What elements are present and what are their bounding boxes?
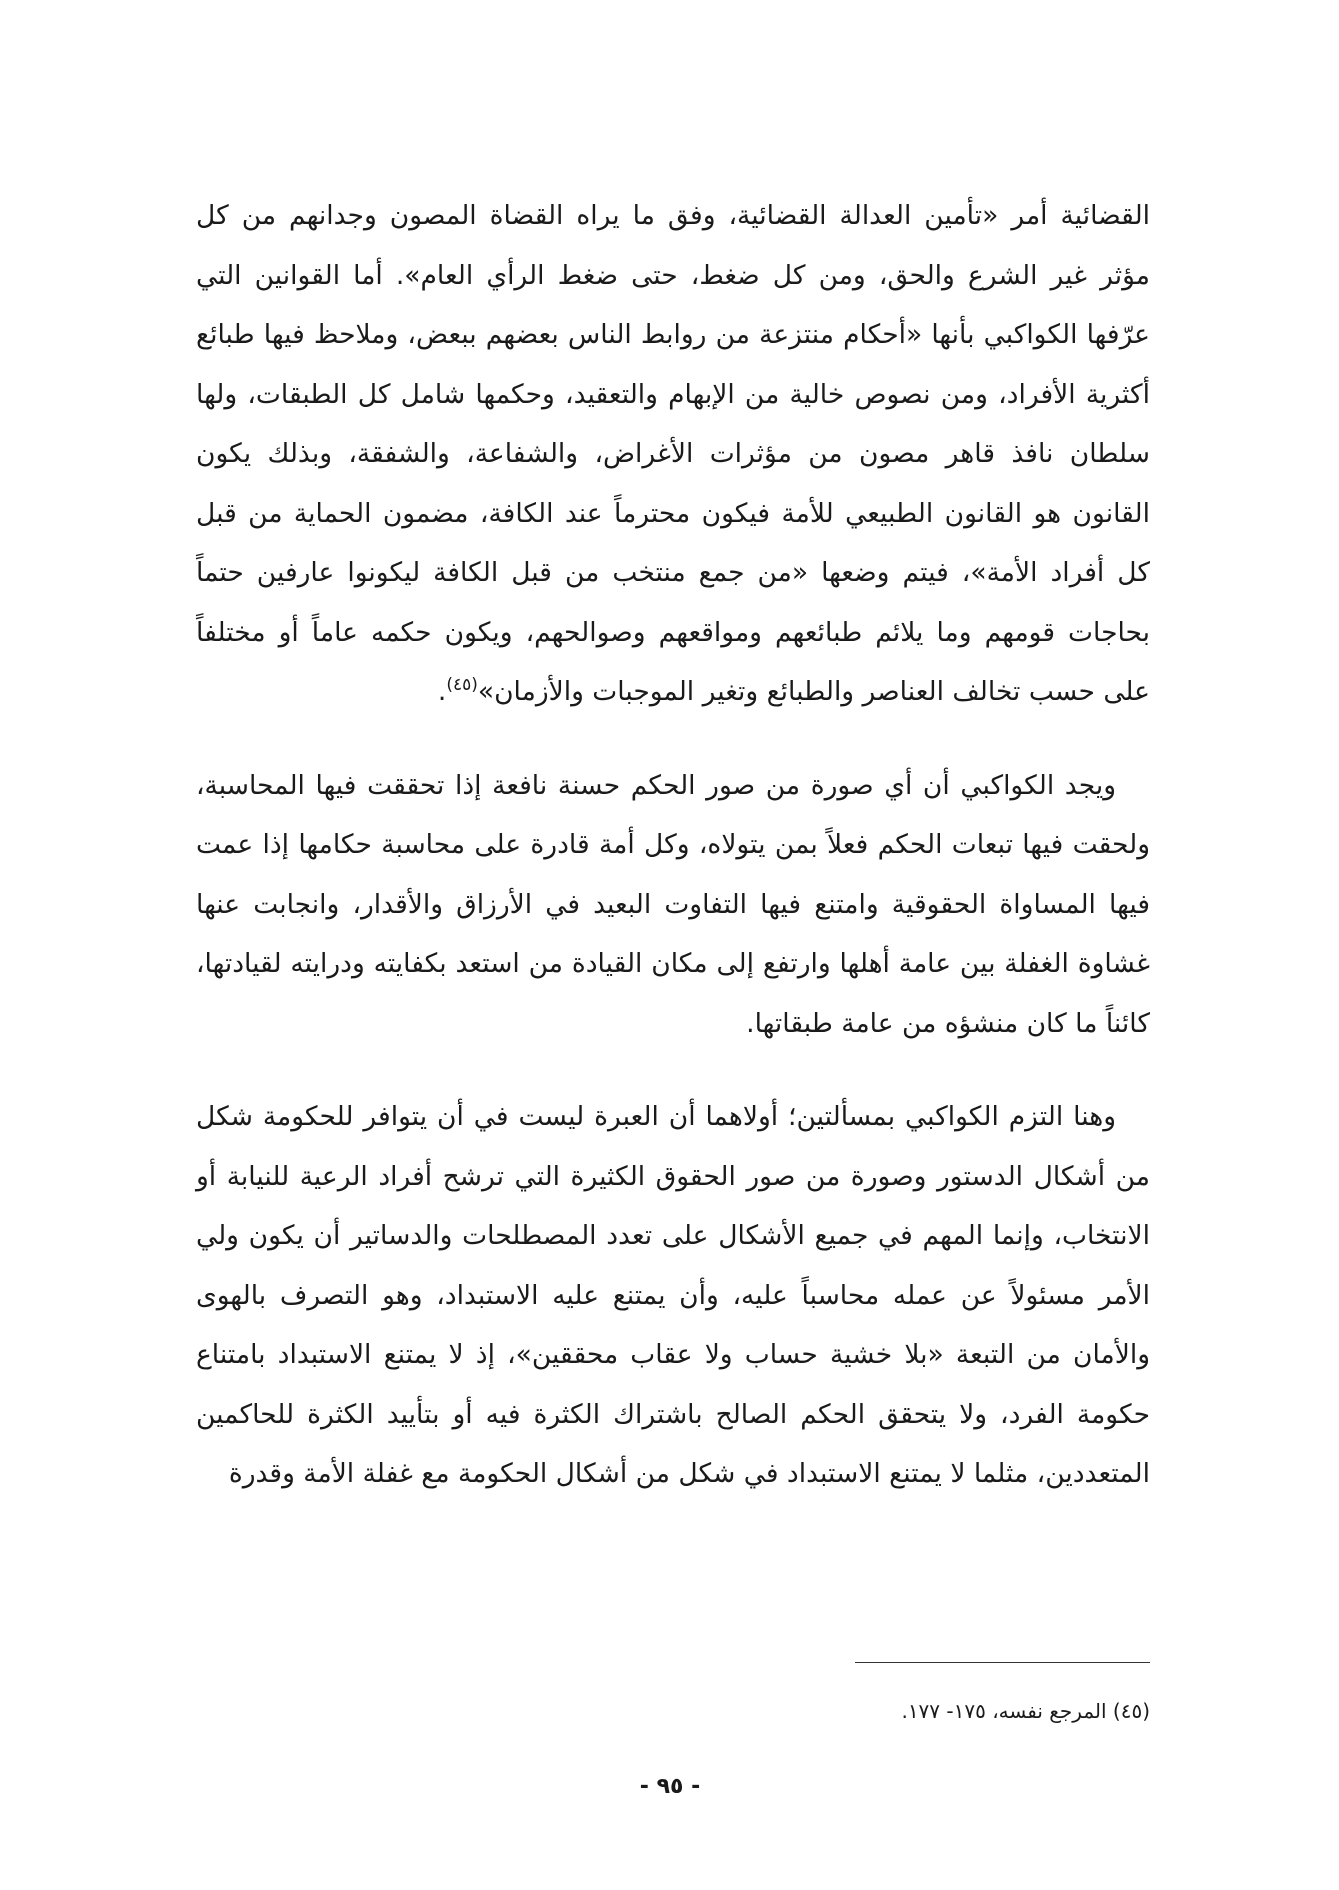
paragraph-2-text: ويجد الكواكبي أن أي صورة من صور الحكم حسنة نافعة إذا تحققت فيها المحاسبة، ولحقت فيها تبعات الحكم فعلاً بمن يتولاه، وكل أمة قادرة على محاسبة حكامها إذا عمت فيها المساواة الحقوقية وامتنع فيها التفاوت البعيد في الأرزاق والأقدار، وانجابت عنها غشاوة الغفلة بين عامة أهلها وارتفع إلى مكان القيادة من استعد بكفايته ودرايته لقيادتها، كائناً ما كان منشؤه من عامة طبقاتها. xyxy=(196,769,1150,1039)
paragraph-1-text: القضائية أمر «تأمين العدالة القضائية، وفق ما يراه القضاة المصون وجدانهم من كل مؤثر غير الشرع والحق، ومن كل ضغط، حتى ضغط الرأي العام». أما القوانين التي عرّفها الكواكبي بأنها «أحكام منتزعة من روابط الناس بعضهم ببعض، وملاحظ فيها طبائع أكثرية الأفراد، ومن نصوص خالية من الإبهام والتعقيد، وحكمها شامل كل الطبقات، ولها سلطان نافذ قاهر مصون من مؤثرات الأغراض، والشفاعة، والشفقة، وبذلك يكون القانون هو القانون الطبيعي للأمة فيكون محترماً عند الكافة، مضمون الحماية من قبل كل أفراد الأمة»، فيتم وضعها «من جمع منتخب من قبل الكافة ليكونوا عارفين حتماً بحاجات قومهم وما يلائم طبائعهم ومواقعهم وصوالحهم، ويكون حكمه عاماً أو مختلفاً على حسب تخالف العناصر والطبائع وتغير الموجبات والأزمان» xyxy=(196,200,1150,707)
footnote-divider xyxy=(855,1662,1150,1663)
paragraph-3-text: وهنا التزم الكواكبي بمسألتين؛ أولاهما أن العبرة ليست في أن يتوافر للحكومة شكل من أشكال الدستور وصورة من صور الحقوق الكثيرة التي ترشح أفراد الرعية للنيابة أو الانتخاب، وإنما المهم في جميع الأشكال على تعدد المصطلحات والدساتير أن يكون ولي الأمر مسئولاً عن عمله محاسباً عليه، وأن يمتنع عليه الاستبداد، وهو التصرف بالهوى والأمان من التبعة «بلا خشية حساب ولا عقاب محققين»، إذ لا يمتنع الاستبداد بامتناع حكومة الفرد، ولا يتحقق الحكم الصالح باشتراك الكثرة فيه أو بتأييد الكثرة للحاكمين المتعددين، مثلما لا يمتنع الاستبداد في شكل من أشكال الحكومة مع غفلة الأمة وقدرة xyxy=(196,1101,1150,1489)
page-number: - ٩٥ - xyxy=(639,1774,701,1799)
paragraph-2 xyxy=(196,756,1150,1054)
paragraph-1-tail: . xyxy=(437,676,447,707)
footnote-reference[interactable]: (٤٥) xyxy=(446,675,478,696)
paragraph-1 xyxy=(196,186,1150,722)
paragraph-3 xyxy=(196,1087,1150,1504)
footnote: (٤٥) المرجع نفسه، ١٧٥- ١٧٧. xyxy=(901,1699,1150,1723)
body-text xyxy=(196,186,1150,1538)
